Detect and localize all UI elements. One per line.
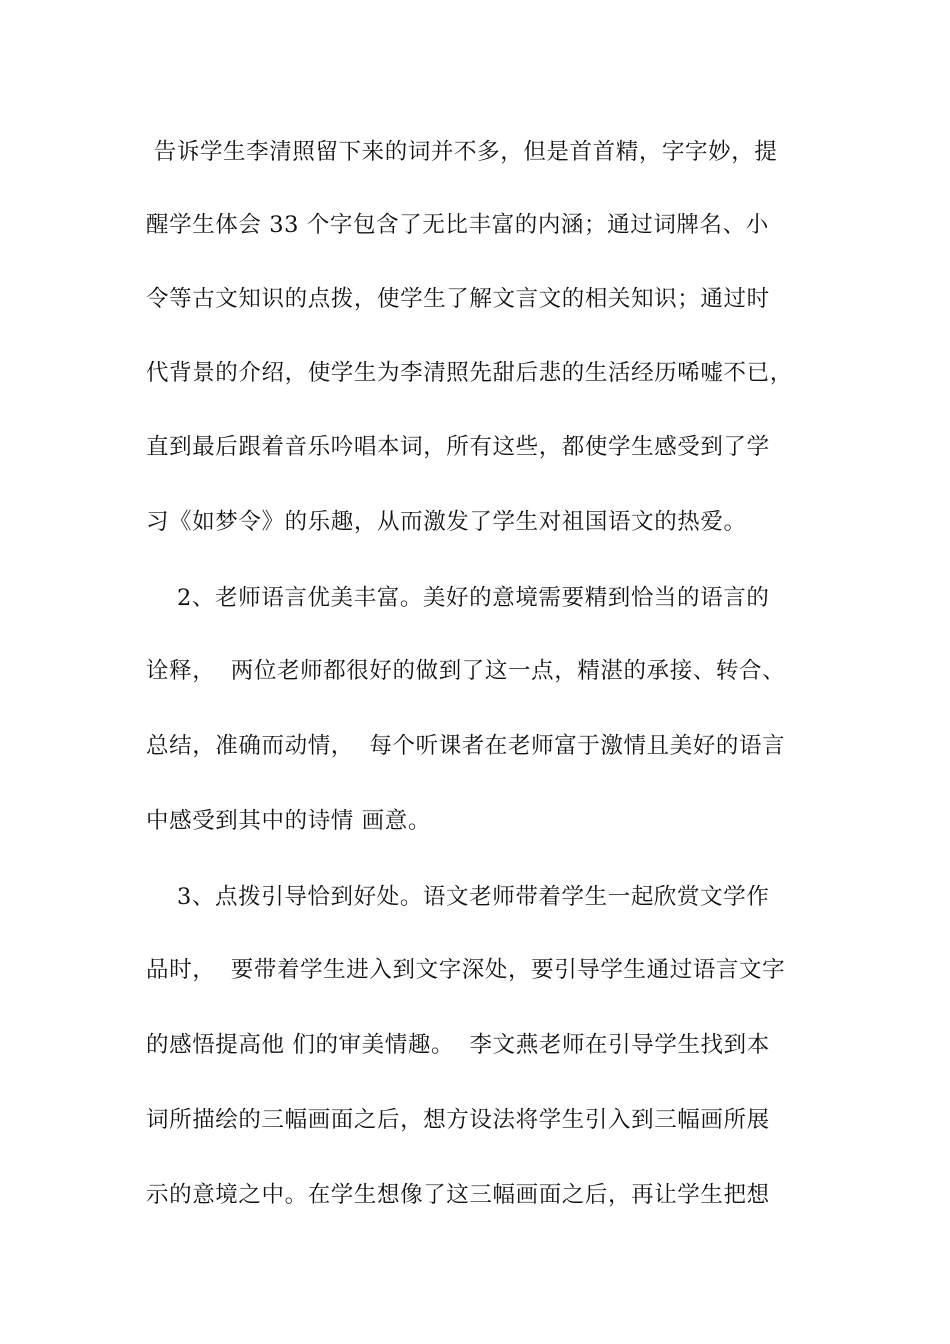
- text-line: 醒学生体会 33 个字包含了无比丰富的内涵；通过词牌名、小: [146, 212, 769, 238]
- text-line: 品时， 要带着学生进入到文字深处，要引导学生通过语言文字: [146, 957, 786, 983]
- text-line: 代背景的介绍，使学生为李清照先甜后悲的生活经历唏嘘不已，: [146, 360, 793, 386]
- text-line: 直到最后跟着音乐吟唱本词，所有这些，都使学生感受到了学: [146, 434, 770, 460]
- text-line: 习《如梦令》的乐趣，从而激发了学生对祖国语文的热爱。: [146, 509, 747, 535]
- paragraph-2-line: 2、老师语言优美丰富。美好的意境需要精到恰当的语言的: [146, 585, 770, 611]
- text-line: 示的意境之中。在学生想像了这三幅画面之后，再让学生把想: [146, 1182, 770, 1208]
- text-line: 词所描绘的三幅画面之后，想方设法将学生引入到三幅画所展: [146, 1107, 770, 1133]
- text-line: 的感悟提高他 们的审美情趣。 李文燕老师在引导学生找到本: [146, 1032, 770, 1058]
- text-line: 总结，准确而动情， 每个听课者在老师富于激情且美好的语言: [146, 733, 786, 759]
- text-line: 令等古文知识的点拨，使学生了解文言文的相关知识；通过时: [146, 286, 770, 312]
- text-line: 诠释， 两位老师都很好的做到了这一点，精湛的承接、转合、: [146, 658, 786, 684]
- paragraph-3-line: 3、点拨引导恰到好处。语文老师带着学生一起欣赏文学作: [146, 884, 770, 910]
- text-line: 中感受到其中的诗情 画意。: [146, 808, 431, 834]
- text-line: 告诉学生李清照留下来的词并不多，但是首首精，字字妙，提: [146, 139, 778, 165]
